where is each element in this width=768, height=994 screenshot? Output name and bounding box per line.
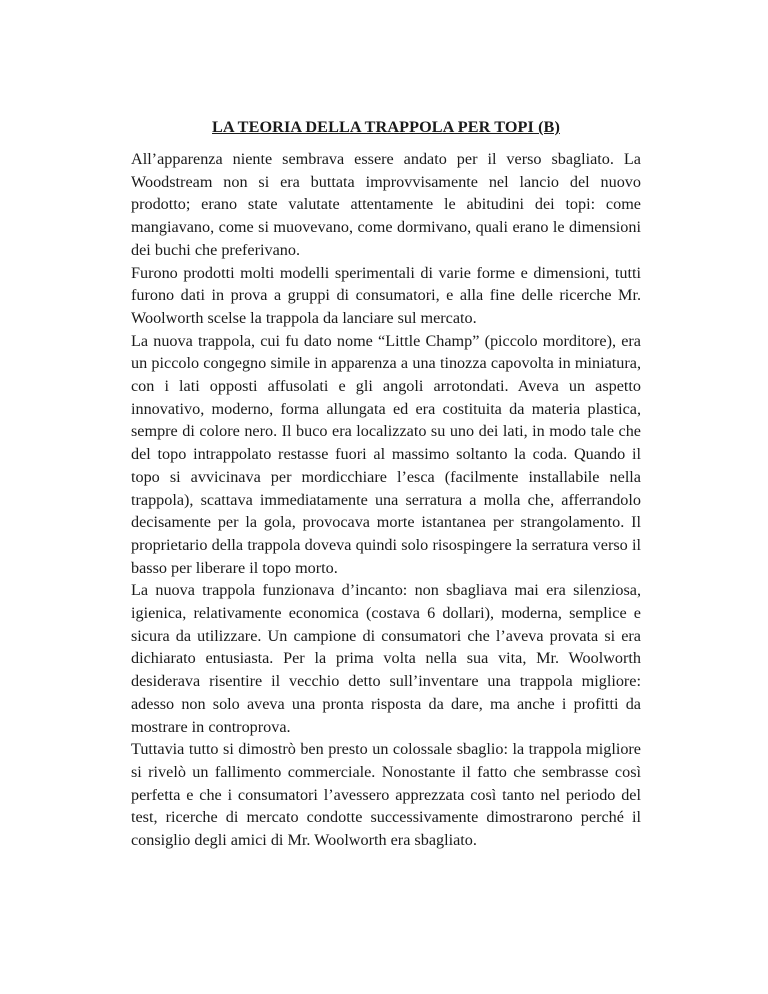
paragraph-5: Tuttavia tutto si dimostrò ben presto un colossale sbaglio: la trappola migliore si rivelò un fallimento commerciale. Nonostante il fatto che sembrasse così perfetta e che i consumatori l’avessero apprezzata così tanto nel periodo del test, ricerche di mercato condotte successivamente dimostrarono perché il consiglio degli amici di Mr. Woolworth era sbagliato. bbox=[131, 740, 641, 850]
document-body bbox=[131, 116, 641, 852]
paragraph-2: Furono prodotti molti modelli sperimentali di varie forme e dimensioni, tutti furono dati in prova a gruppi di consumatori, e alla fine delle ricerche Mr. Woolworth scelse la trappola da lanciare sul mercato. bbox=[131, 263, 641, 327]
paragraph-3: La nuova trappola, cui fu dato nome “Little Champ” (piccolo morditore), era un piccolo congegno simile in apparenza a una tinozza capovolta in miniatura, con i lati opposti affusolati e gli angoli arrotondati. Aveva un aspetto innovativo, moderno, forma allungata ed era costituita da materia plastica, sempre di colore nero. Il buco era localizzato su uno dei lati, in modo tale che del topo intrappolato restasse fuori al massimo soltanto la coda. Quando il topo si avvicinava per mordicchiare l’esca (facilmente installabile nella trappola), scattava immediatamente una serratura a molla che, afferrandolo decisamente per la gola, provocava morte istantanea per strangolamento. Il proprietario della trappola doveva quindi solo risospingere la serratura verso il basso per liberare il topo morto. bbox=[131, 331, 641, 577]
paragraph-1: All’apparenza niente sembrava essere andato per il verso sbagliato. La Woodstream non si era buttata improvvisamente nel lancio del nuovo prodotto; erano state valutate attentamente le abitudini dei topi: come mangiavano, come si muovevano, come dormivano, quali erano le dimensioni dei buchi che preferivano. bbox=[131, 150, 641, 259]
document-title: LA TEORIA DELLA TRAPPOLA PER TOPI (B) bbox=[212, 118, 560, 136]
paragraph-4: La nuova trappola funzionava d’incanto: non sbagliava mai era silenziosa, igienica, relativamente economica (costava 6 dollari), moderna, semplice e sicura da utilizzare. Un campione di consumatori che l’aveva provata si era dichiarato entusiasta. Per la prima volta nella sua vita, Mr. Woolworth desiderava risentire il vecchio detto sull’inventare una trappola migliore: adesso non solo aveva una pronta risposta da dare, ma anche i profitti da mostrare in controprova. bbox=[131, 581, 641, 736]
